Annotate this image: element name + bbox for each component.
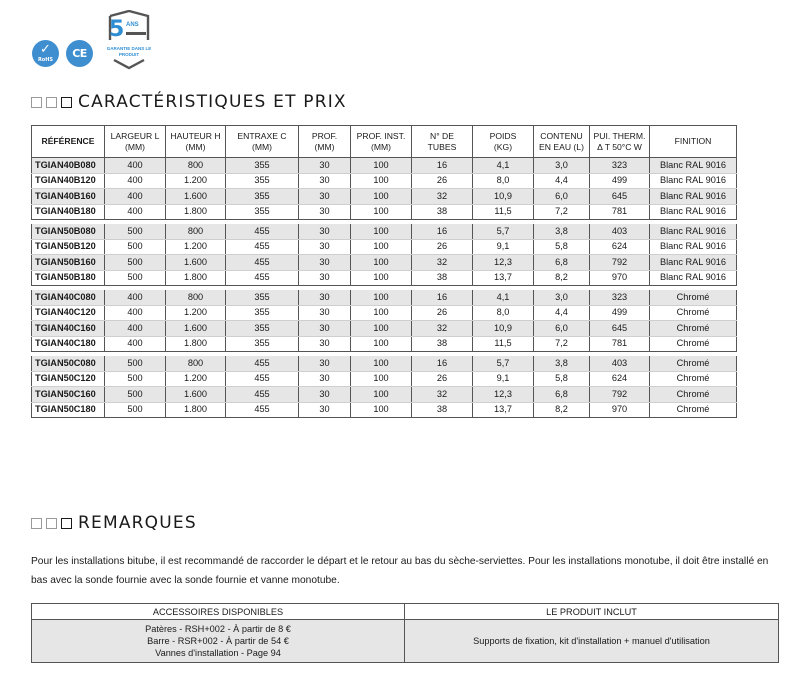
table-cell: 38 — [412, 402, 473, 418]
table-cell: 1.200 — [166, 371, 226, 387]
table-cell: 500 — [105, 371, 166, 387]
table-cell: 1.600 — [166, 255, 226, 271]
table-cell: 100 — [351, 204, 412, 220]
table-row — [32, 290, 737, 305]
table-cell: 499 — [590, 173, 650, 189]
table-cell: Blanc RAL 9016 — [650, 189, 737, 205]
certification-badges — [32, 10, 172, 72]
table-cell: 100 — [351, 336, 412, 352]
column-header — [534, 126, 590, 158]
table-cell: 400 — [105, 204, 166, 220]
table-row — [32, 402, 737, 418]
rohs-badge: ✓ RoHS — [32, 40, 59, 67]
table-cell: 100 — [351, 371, 412, 387]
table-cell: 13,7 — [473, 270, 534, 286]
remarks-text: Pour les installations bitube, il est recommandé de raccorder le départ et le retour au bas du sèche-serviettes. Pour les installations monotube, il doit être installé en bas avec la sonde fournie avec la sonde fournie et vanne monotube. — [31, 556, 769, 586]
table-cell: 16 — [412, 158, 473, 174]
table-cell: 500 — [105, 402, 166, 418]
table-cell: 32 — [412, 321, 473, 337]
table-cell: 4,1 — [473, 290, 534, 305]
reference-cell: TGIAN40C160 — [32, 321, 105, 337]
table-cell: 30 — [299, 387, 351, 403]
table-cell: 323 — [590, 158, 650, 174]
table-cell: 30 — [299, 224, 351, 239]
check-icon: ✓ — [40, 42, 51, 57]
table-cell: 400 — [105, 336, 166, 352]
reference-cell: TGIAN40C180 — [32, 336, 105, 352]
table-cell: 9,1 — [473, 239, 534, 255]
column-header-line: N° DE — [430, 130, 454, 141]
column-header — [650, 126, 737, 158]
reference-cell: TGIAN40B080 — [32, 158, 105, 174]
column-header-line: EN EAU (L) — [539, 141, 584, 152]
table-cell: 624 — [590, 371, 650, 387]
column-header-line: (MM) — [251, 141, 273, 152]
column-header-line: (MM) — [370, 141, 392, 152]
column-header — [105, 126, 166, 158]
table-cell: 1.600 — [166, 387, 226, 403]
table-cell: 8,0 — [473, 305, 534, 321]
table-cell: 624 — [590, 239, 650, 255]
table-cell: 100 — [351, 356, 412, 371]
column-header-line: (KG) — [493, 141, 513, 152]
specs-header-row — [32, 126, 737, 158]
table-row — [32, 173, 737, 189]
table-cell: 800 — [166, 158, 226, 174]
accessories-header: ACCESSOIRES DISPONIBLES — [32, 604, 405, 620]
table-cell: 500 — [105, 239, 166, 255]
table-cell: 403 — [590, 356, 650, 371]
table-cell: 8,2 — [534, 270, 590, 286]
reference-cell: TGIAN50B120 — [32, 239, 105, 255]
table-cell: 800 — [166, 290, 226, 305]
square-icon — [61, 97, 72, 108]
table-cell: 30 — [299, 189, 351, 205]
table-cell: Blanc RAL 9016 — [650, 173, 737, 189]
table-cell: 1.200 — [166, 239, 226, 255]
table-cell: 970 — [590, 402, 650, 418]
accessories-table — [31, 603, 779, 663]
column-header-line: TUBES — [427, 141, 457, 152]
table-cell: 100 — [351, 402, 412, 418]
included-text: Supports de fixation, kit d'installation + manuel d'utilisation — [405, 620, 779, 663]
table-cell: 1.800 — [166, 402, 226, 418]
table-cell: 30 — [299, 204, 351, 220]
table-cell: 455 — [226, 255, 299, 271]
table-cell: 355 — [226, 204, 299, 220]
table-cell: 355 — [226, 189, 299, 205]
table-cell: 30 — [299, 255, 351, 271]
table-cell: Chromé — [650, 387, 737, 403]
square-icon — [31, 97, 42, 108]
warranty-number: 5 — [109, 17, 125, 42]
table-cell: 30 — [299, 321, 351, 337]
reference-cell: TGIAN50C180 — [32, 402, 105, 418]
table-cell: 1.200 — [166, 173, 226, 189]
table-cell: 100 — [351, 239, 412, 255]
table-cell: Chromé — [650, 336, 737, 352]
column-header-line: ENTRAXE C — [237, 130, 287, 141]
table-cell: Chromé — [650, 321, 737, 337]
reference-cell: TGIAN50B160 — [32, 255, 105, 271]
table-cell: 400 — [105, 290, 166, 305]
table-cell: 30 — [299, 305, 351, 321]
table-row — [32, 189, 737, 205]
column-header — [226, 126, 299, 158]
table-cell: 1.800 — [166, 270, 226, 286]
table-cell: 403 — [590, 224, 650, 239]
table-cell: 13,7 — [473, 402, 534, 418]
table-cell: 6,0 — [534, 189, 590, 205]
table-cell: 500 — [105, 270, 166, 286]
table-cell: 8,2 — [534, 402, 590, 418]
table-cell: 355 — [226, 305, 299, 321]
table-cell: 10,9 — [473, 321, 534, 337]
warranty-badge — [100, 10, 158, 70]
included-header: LE PRODUIT INCLUT — [405, 604, 779, 620]
table-cell: 9,1 — [473, 371, 534, 387]
table-cell: 970 — [590, 270, 650, 286]
column-header-line: RÉFÉRENCE — [41, 136, 95, 146]
table-cell: 455 — [226, 387, 299, 403]
column-header — [473, 126, 534, 158]
table-cell: Chromé — [650, 305, 737, 321]
table-cell: 38 — [412, 204, 473, 220]
table-cell: 792 — [590, 255, 650, 271]
table-cell: Chromé — [650, 371, 737, 387]
table-cell: 355 — [226, 321, 299, 337]
column-header-line: (MM) — [124, 141, 146, 152]
table-cell: 355 — [226, 336, 299, 352]
table-cell: 1.800 — [166, 204, 226, 220]
accessories-list — [32, 620, 405, 663]
table-row — [32, 239, 737, 255]
reference-cell: TGIAN50C080 — [32, 356, 105, 371]
table-cell: 100 — [351, 321, 412, 337]
table-cell: 4,1 — [473, 158, 534, 174]
table-cell: 499 — [590, 305, 650, 321]
table-cell: 11,5 — [473, 204, 534, 220]
table-cell: 400 — [105, 189, 166, 205]
table-cell: 26 — [412, 305, 473, 321]
column-header — [412, 126, 473, 158]
table-cell: 100 — [351, 255, 412, 271]
specs-table — [31, 125, 737, 418]
table-cell: 38 — [412, 336, 473, 352]
reference-cell: TGIAN40B180 — [32, 204, 105, 220]
table-cell: 645 — [590, 321, 650, 337]
table-cell: 500 — [105, 387, 166, 403]
specs-heading: CARACTÉRISTIQUES ET PRIX — [31, 92, 347, 112]
table-cell: 800 — [166, 356, 226, 371]
table-row — [32, 356, 737, 371]
table-cell: 30 — [299, 402, 351, 418]
column-header — [299, 126, 351, 158]
column-header-line: PROF. INST. — [356, 130, 406, 141]
table-cell: Blanc RAL 9016 — [650, 239, 737, 255]
column-header-line: HAUTEUR H — [170, 130, 221, 141]
table-cell: 6,8 — [534, 255, 590, 271]
table-cell: 323 — [590, 290, 650, 305]
table-cell: 26 — [412, 173, 473, 189]
table-cell: 6,8 — [534, 387, 590, 403]
table-cell: 30 — [299, 239, 351, 255]
reference-cell: TGIAN50C120 — [32, 371, 105, 387]
column-header-line: PUI. THERM. — [593, 130, 646, 141]
table-cell: 400 — [105, 158, 166, 174]
table-cell: 400 — [105, 305, 166, 321]
warranty-text: GARANTIE DANS LE PRODUIT — [106, 46, 152, 57]
remarks-heading: REMARQUES — [31, 513, 197, 533]
table-cell: 645 — [590, 189, 650, 205]
table-cell: 4,4 — [534, 173, 590, 189]
table-cell: 1.800 — [166, 336, 226, 352]
table-cell: Blanc RAL 9016 — [650, 158, 737, 174]
table-row — [32, 255, 737, 271]
table-cell: 100 — [351, 189, 412, 205]
table-cell: 16 — [412, 290, 473, 305]
table-cell: 30 — [299, 336, 351, 352]
table-cell: 6,0 — [534, 321, 590, 337]
accessory-item: Vannes d'installation - Page 94 — [155, 648, 281, 658]
table-row — [32, 371, 737, 387]
table-cell: 400 — [105, 321, 166, 337]
table-cell: Blanc RAL 9016 — [650, 224, 737, 239]
table-cell: 30 — [299, 290, 351, 305]
table-cell: Blanc RAL 9016 — [650, 270, 737, 286]
table-cell: 32 — [412, 387, 473, 403]
column-header — [166, 126, 226, 158]
table-cell: 3,8 — [534, 356, 590, 371]
table-cell: 26 — [412, 239, 473, 255]
column-header-line: POIDS — [489, 130, 517, 141]
table-cell: 32 — [412, 255, 473, 271]
table-cell: 30 — [299, 371, 351, 387]
column-header-line: Δ T 50°C W — [597, 141, 642, 152]
table-cell: 781 — [590, 336, 650, 352]
column-header-line: CONTENU — [540, 130, 583, 141]
table-row — [32, 321, 737, 337]
ce-badge: CE — [66, 40, 93, 67]
accessory-item: Patères - RSH+002 - À partir de 8 € — [145, 624, 291, 634]
table-cell: 5,8 — [534, 371, 590, 387]
column-header — [590, 126, 650, 158]
table-cell: 3,0 — [534, 158, 590, 174]
table-cell: 455 — [226, 239, 299, 255]
table-row — [32, 305, 737, 321]
table-cell: 455 — [226, 371, 299, 387]
reference-cell: TGIAN50B180 — [32, 270, 105, 286]
table-cell: 100 — [351, 305, 412, 321]
square-icon — [31, 518, 42, 529]
table-cell: 12,3 — [473, 387, 534, 403]
reference-cell: TGIAN50C160 — [32, 387, 105, 403]
table-cell: 100 — [351, 224, 412, 239]
table-cell: 455 — [226, 270, 299, 286]
reference-cell: TGIAN40C080 — [32, 290, 105, 305]
table-cell: 100 — [351, 387, 412, 403]
table-cell: 5,8 — [534, 239, 590, 255]
table-cell: 7,2 — [534, 204, 590, 220]
table-cell: 100 — [351, 173, 412, 189]
table-cell: 100 — [351, 158, 412, 174]
table-cell: 5,7 — [473, 356, 534, 371]
table-cell: 1.200 — [166, 305, 226, 321]
accessories-row — [32, 620, 779, 663]
table-cell: 7,2 — [534, 336, 590, 352]
table-cell: 400 — [105, 173, 166, 189]
table-cell: 11,5 — [473, 336, 534, 352]
table-cell: 8,0 — [473, 173, 534, 189]
table-cell: 26 — [412, 371, 473, 387]
table-cell: 355 — [226, 173, 299, 189]
table-cell: 16 — [412, 224, 473, 239]
table-row — [32, 224, 737, 239]
table-cell: 455 — [226, 224, 299, 239]
table-cell: 355 — [226, 158, 299, 174]
table-cell: 500 — [105, 224, 166, 239]
table-cell: 1.600 — [166, 321, 226, 337]
table-cell: 30 — [299, 270, 351, 286]
table-cell: 792 — [590, 387, 650, 403]
table-cell: 30 — [299, 356, 351, 371]
column-header-line: LARGEUR L — [110, 130, 160, 141]
accessory-item: Barre - RSR+002 - À partir de 54 € — [147, 636, 289, 646]
reference-cell: TGIAN40B120 — [32, 173, 105, 189]
table-cell: 30 — [299, 158, 351, 174]
table-cell: 38 — [412, 270, 473, 286]
table-cell: Chromé — [650, 402, 737, 418]
table-cell: Chromé — [650, 356, 737, 371]
column-header-line: (MM) — [314, 141, 335, 152]
table-cell: 32 — [412, 189, 473, 205]
table-cell: 4,4 — [534, 305, 590, 321]
table-cell: 781 — [590, 204, 650, 220]
reference-cell: TGIAN40C120 — [32, 305, 105, 321]
table-cell: 10,9 — [473, 189, 534, 205]
table-cell: Chromé — [650, 290, 737, 305]
column-header — [351, 126, 412, 158]
square-icon — [61, 518, 72, 529]
square-icon — [46, 518, 57, 529]
table-cell: Blanc RAL 9016 — [650, 204, 737, 220]
column-header — [32, 126, 105, 158]
warranty-unit: ANS — [126, 22, 139, 28]
table-row — [32, 158, 737, 174]
accessories-header-row — [32, 604, 779, 620]
square-icon — [46, 97, 57, 108]
table-cell: 100 — [351, 290, 412, 305]
table-cell: 455 — [226, 402, 299, 418]
table-cell: 12,3 — [473, 255, 534, 271]
column-header-line: PROF. — [311, 130, 338, 141]
table-cell: 800 — [166, 224, 226, 239]
table-cell: Blanc RAL 9016 — [650, 255, 737, 271]
table-cell: 500 — [105, 356, 166, 371]
table-cell: 100 — [351, 270, 412, 286]
reference-cell: TGIAN50B080 — [32, 224, 105, 239]
table-cell: 1.600 — [166, 189, 226, 205]
table-cell: 5,7 — [473, 224, 534, 239]
column-header-line: (MM) — [185, 141, 206, 152]
reference-cell: TGIAN40B160 — [32, 189, 105, 205]
table-cell: 355 — [226, 290, 299, 305]
table-cell: 3,8 — [534, 224, 590, 239]
table-cell: 500 — [105, 255, 166, 271]
table-row — [32, 204, 737, 220]
table-cell: 455 — [226, 356, 299, 371]
table-cell: 16 — [412, 356, 473, 371]
table-cell: 3,0 — [534, 290, 590, 305]
table-cell: 30 — [299, 173, 351, 189]
table-row — [32, 270, 737, 286]
column-header-line: FINITION — [674, 136, 712, 146]
table-row — [32, 336, 737, 352]
table-row — [32, 387, 737, 403]
